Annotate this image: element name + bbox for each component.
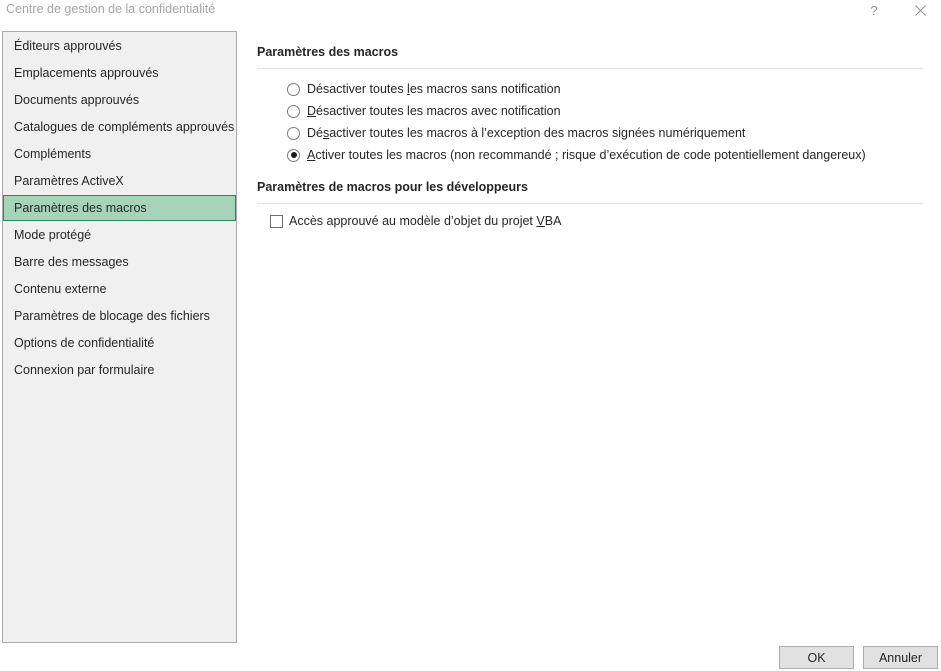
radio-label: Désactiver toutes les macros sans notification (307, 82, 561, 96)
window-title: Centre de gestion de la confidentialité (6, 2, 216, 16)
section-divider (257, 203, 923, 204)
sidebar-item-privacy-options[interactable]: Options de confidentialité (14, 336, 155, 350)
title-bar (0, 0, 941, 22)
help-button[interactable] (861, 0, 887, 20)
macro-settings-heading: Paramètres des macros (257, 45, 399, 59)
sidebar-item-file-block-settings[interactable]: Paramètres de blocage des fichiers (14, 309, 210, 323)
section-divider (257, 68, 923, 69)
close-button[interactable] (907, 0, 933, 20)
sidebar-item-addins[interactable]: Compléments (14, 147, 92, 161)
sidebar-item-trusted-documents[interactable]: Documents approuvés (14, 93, 140, 107)
radio-label: Désactiver toutes les macros à l’exception des macros signées numériquement (307, 126, 746, 140)
radio-label: Désactiver toutes les macros avec notification (307, 104, 561, 118)
sidebar-nav (2, 31, 237, 643)
radio-disable-with-notification[interactable] (287, 102, 561, 120)
radio-label: Activer toutes les macros (non recommandé ; risque d’exécution de code potentiellement dangereux) (307, 148, 866, 162)
sidebar-item-trusted-locations[interactable]: Emplacements approuvés (14, 66, 159, 80)
sidebar-item-trusted-publishers[interactable]: Éditeurs approuvés (14, 39, 122, 53)
radio-button-selected[interactable] (287, 149, 300, 162)
sidebar-item-message-bar[interactable]: Barre des messages (14, 255, 129, 269)
vba-access-label: Accès approuvé au modèle d’objet du projet VBA (289, 214, 562, 228)
close-icon (915, 5, 926, 16)
sidebar-item-protected-view[interactable]: Mode protégé (14, 228, 92, 242)
developer-settings-heading: Paramètres de macros pour les développeurs (257, 180, 528, 194)
sidebar-item-activex-settings[interactable]: Paramètres ActiveX (14, 174, 124, 188)
sidebar-item-external-content[interactable]: Contenu externe (14, 282, 107, 296)
sidebar-item-form-based-signin[interactable]: Connexion par formulaire (14, 363, 155, 377)
cancel-button[interactable]: Annuler (863, 646, 938, 669)
radio-disable-except-signed[interactable] (287, 124, 745, 142)
sidebar-item-trusted-addin-catalogs[interactable]: Catalogues de compléments approuvés (14, 120, 235, 134)
sidebar-item-macro-settings[interactable]: Paramètres des macros (3, 195, 236, 221)
radio-enable-all-macros[interactable] (287, 146, 866, 164)
help-icon: ? (870, 2, 878, 18)
radio-button[interactable] (287, 105, 300, 118)
ok-button[interactable]: OK (779, 646, 854, 669)
vba-object-model-access[interactable] (270, 212, 561, 230)
radio-button[interactable] (287, 83, 300, 96)
radio-disable-no-notification[interactable] (287, 80, 561, 98)
vba-access-checkbox[interactable] (270, 215, 283, 228)
radio-button[interactable] (287, 127, 300, 140)
